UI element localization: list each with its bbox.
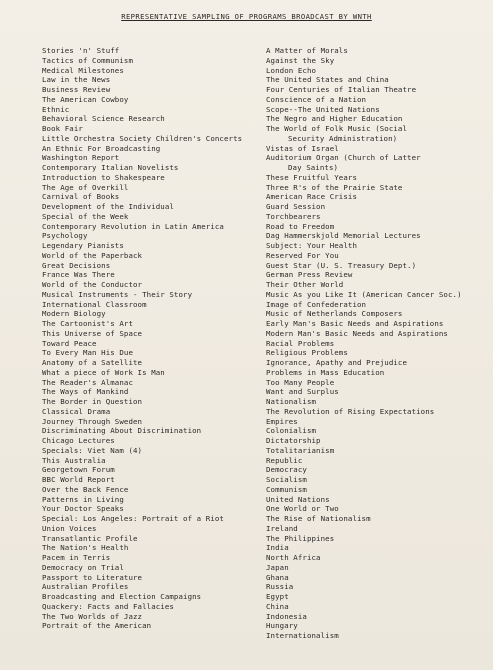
program-title: Internationalism <box>266 631 339 640</box>
program-title: Scope--The United Nations <box>266 104 380 114</box>
program-title: Chicago Lectures <box>42 436 115 445</box>
program-title: Contemporary Italian Novelists <box>42 163 179 172</box>
program-title: Business Review <box>42 85 111 94</box>
program-title: Great Decisions <box>42 260 111 270</box>
program-title: Early Man's Basic Needs and Aspirations <box>266 319 444 328</box>
program-title: London Echo <box>266 65 317 75</box>
program-title: One World or Two <box>266 504 339 514</box>
program-title: The Nation's Health <box>42 543 129 553</box>
program-title: Ignorance, Apathy and Prejudice <box>266 358 408 367</box>
program-title: A Matter of Morals <box>266 46 348 55</box>
program-title: Introduction to Shakespeare <box>42 172 165 182</box>
program-title: The World of Folk Music (Social <box>266 124 408 133</box>
program-title: Socialism <box>266 475 307 484</box>
program-title: Portrait of the American <box>42 621 152 631</box>
program-title: Special: Los Angeles: Portrait of a Riot <box>42 514 224 523</box>
program-title: Religious Problems <box>266 348 348 358</box>
program-title: Torchbearers <box>266 211 321 221</box>
program-title: Empires <box>266 416 298 426</box>
program-title: Tactics of Communism <box>42 55 133 65</box>
program-title: Ethnic <box>42 104 70 114</box>
program-title: Over the Back Fence <box>42 484 129 494</box>
program-title: Washington Report <box>42 153 120 163</box>
program-title: The Negro and Higher Education <box>266 114 403 124</box>
program-title: Racial Problems <box>266 338 335 348</box>
program-title: Vistas of Israel <box>266 143 339 153</box>
program-title: Four Centuries of Italian Theatre <box>266 85 417 94</box>
program-title: Stories 'n' Stuff <box>42 46 120 55</box>
program-title: Day Saints) <box>288 163 339 172</box>
program-title: Egypt <box>266 592 289 601</box>
program-title: Their Other World <box>266 280 344 289</box>
program-title: Dag Hammerskjold Memorial Lectures <box>266 231 421 241</box>
program-title: North Africa <box>266 553 321 562</box>
program-title: Music of Netherlands Composers <box>266 309 403 319</box>
program-title: World of the Conductor <box>42 280 143 289</box>
program-title: The American Cowboy <box>42 94 129 104</box>
program-title: Colonialism <box>266 426 317 436</box>
program-title: Road to Freedom <box>266 221 335 231</box>
program-title: Hungary <box>266 621 298 631</box>
program-title: Republic <box>266 455 303 465</box>
program-title: The Two Worlds of Jazz <box>42 611 143 621</box>
program-title: Development of the Individual <box>42 202 174 211</box>
program-title: Contemporary Revolution in Latin America <box>42 221 224 231</box>
program-title: Guard Session <box>266 202 326 211</box>
program-title: Musical Instruments - Their Story <box>42 289 193 299</box>
program-title: German Press Review <box>266 270 353 280</box>
program-title: Russia <box>266 582 294 592</box>
program-title: BBC World Report <box>42 475 115 484</box>
program-title: Union Voices <box>42 523 97 533</box>
program-title: This Universe of Space <box>42 328 143 338</box>
program-title: Pacem in Terris <box>42 553 111 562</box>
program-title: These Fruitful Years <box>266 172 357 182</box>
program-title: International Classroom <box>42 299 147 309</box>
program-title: Broadcasting and Election Campaigns <box>42 592 202 601</box>
program-title: Specials: Viet Nam (4) <box>42 445 143 455</box>
program-title: Quackery: Facts and Fallacies <box>42 601 174 611</box>
program-title: World of the Paperback <box>42 250 143 260</box>
program-title: Guest Star (U. S. Treasury Dept.) <box>266 260 417 270</box>
program-title: Auditorium Organ (Church of Latter <box>266 153 421 163</box>
program-title: Book Fair <box>42 124 83 133</box>
program-title: To Every Man His Due <box>42 348 133 358</box>
program-title: Behavioral Science Research <box>42 114 165 124</box>
program-title: The Border in Question <box>42 397 143 406</box>
program-title: The Cartoonist's Art <box>42 319 133 328</box>
left-program-column <box>42 46 262 631</box>
program-title: Ghana <box>266 572 289 582</box>
program-title: Law in the News <box>42 75 111 85</box>
program-title: Georgetown Forum <box>42 465 115 475</box>
program-title: Too Many People <box>266 377 335 387</box>
program-title: Discriminating About Discrimination <box>42 426 202 436</box>
program-title: India <box>266 543 289 553</box>
program-title: Modern Man's Basic Needs and Aspirations <box>266 328 448 338</box>
program-title: China <box>266 601 289 611</box>
program-title: Modern Biology <box>42 309 106 319</box>
program-title: Against the Sky <box>266 55 335 65</box>
program-title: Democracy <box>266 465 307 475</box>
program-title: Special of the Week <box>42 211 129 221</box>
program-title: Ireland <box>266 523 298 533</box>
program-title: Problems in Mass Education <box>266 367 385 377</box>
program-title: Nationalism <box>266 397 317 406</box>
program-title: Carnival of Books <box>42 192 120 202</box>
program-title: Transatlantic Profile <box>42 533 138 543</box>
program-title: Democracy on Trial <box>42 562 124 572</box>
program-title: Classical Drama <box>42 406 111 416</box>
program-title: Psychology <box>42 231 88 241</box>
program-title: Australian Profiles <box>42 582 129 592</box>
program-title: American Race Crisis <box>266 192 357 202</box>
program-title: The Revolution of Rising Expectations <box>266 406 435 416</box>
program-title: Passport to Literature <box>42 572 143 582</box>
program-title: Three R's of the Prairie State <box>266 182 403 192</box>
program-title: Dictatorship <box>266 436 321 445</box>
program-title: Little Orchestra Society Children's Concerts <box>42 133 243 143</box>
program-title: Reserved For You <box>266 250 339 260</box>
right-program-column <box>266 46 484 641</box>
program-title: The Ways of Mankind <box>42 387 129 397</box>
program-title: The Age of Overkill <box>42 182 129 192</box>
program-title: Image of Confederation <box>266 299 367 309</box>
program-title: An Ethnic For Broadcasting <box>42 143 161 153</box>
program-title: This Australia <box>42 455 106 465</box>
program-title: What a piece of Work Is Man <box>42 367 165 377</box>
document-title: REPRESENTATIVE SAMPLING OF PROGRAMS BROADCAST BY WNTH <box>121 12 372 21</box>
program-title: Medical Milestones <box>42 65 124 75</box>
program-title: The Philippines <box>266 533 335 543</box>
program-title: Security Administration) <box>288 133 398 143</box>
program-title: Anatomy of a Satellite <box>42 358 143 367</box>
program-title: Japan <box>266 562 289 572</box>
program-title: France Was There <box>42 270 115 280</box>
program-title: Legendary Pianists <box>42 241 124 250</box>
program-title: The Reader's Almanac <box>42 377 133 387</box>
program-title: Patterns in Living <box>42 494 124 504</box>
program-title: Subject: Your Health <box>266 241 357 250</box>
program-title: Music As you Like It (American Cancer Soc.) <box>266 289 462 299</box>
program-title: Conscience of a Nation <box>266 94 367 104</box>
program-title: United Nations <box>266 494 330 504</box>
program-title: The United States and China <box>266 75 389 85</box>
program-title: Communism <box>266 484 307 494</box>
program-title: Totalitarianism <box>266 445 335 455</box>
program-title: Indonesia <box>266 611 307 621</box>
program-title: Your Doctor Speaks <box>42 504 124 514</box>
program-title: Want and Surplus <box>266 387 339 397</box>
program-title: The Rise of Nationalism <box>266 514 371 523</box>
program-title: Toward Peace <box>42 338 97 348</box>
program-title: Journey Through Sweden <box>42 416 143 426</box>
